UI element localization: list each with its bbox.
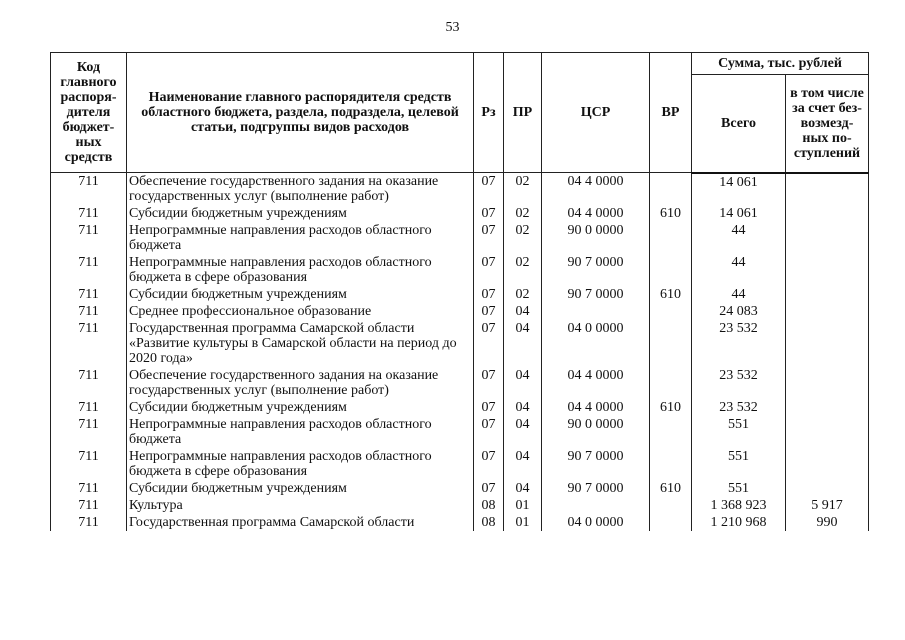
cell-name: Государственная программа Самарской области «Развитие культуры в Самарской области на период до 2020 года» <box>127 320 474 367</box>
cell-name: Субсидии бюджетным учреждениям <box>127 286 474 303</box>
cell-csr <box>542 303 650 320</box>
cell-pr: 04 <box>504 416 542 448</box>
cell-incl <box>786 222 869 254</box>
cell-code: 711 <box>51 173 127 206</box>
cell-vr <box>650 222 692 254</box>
cell-total: 14 061 <box>692 173 786 206</box>
table-header <box>51 53 869 173</box>
cell-pr: 02 <box>504 286 542 303</box>
cell-rz: 08 <box>474 497 504 514</box>
cell-name: Непрограммные направления расходов областного бюджета в сфере образования <box>127 448 474 480</box>
cell-vr <box>650 367 692 399</box>
cell-incl <box>786 303 869 320</box>
cell-csr: 90 7 0000 <box>542 448 650 480</box>
cell-total: 551 <box>692 416 786 448</box>
budget-table <box>50 52 869 531</box>
cell-vr <box>650 514 692 531</box>
table-row <box>51 222 869 254</box>
cell-code: 711 <box>51 514 127 531</box>
cell-vr <box>650 320 692 367</box>
table-row <box>51 514 869 531</box>
table-row <box>51 320 869 367</box>
cell-incl: 5 917 <box>786 497 869 514</box>
table-body <box>51 173 869 532</box>
cell-total: 551 <box>692 448 786 480</box>
cell-rz: 07 <box>474 254 504 286</box>
table-row <box>51 254 869 286</box>
cell-rz: 07 <box>474 286 504 303</box>
cell-pr: 04 <box>504 303 542 320</box>
page-number: 53 <box>445 20 460 35</box>
header-vr: ВР <box>650 53 692 173</box>
cell-vr <box>650 173 692 206</box>
cell-csr: 04 0 0000 <box>542 320 650 367</box>
cell-csr: 04 4 0000 <box>542 173 650 206</box>
cell-vr: 610 <box>650 480 692 497</box>
cell-incl <box>786 173 869 206</box>
cell-total: 23 532 <box>692 320 786 367</box>
cell-csr: 90 7 0000 <box>542 480 650 497</box>
table-row <box>51 286 869 303</box>
cell-pr: 04 <box>504 399 542 416</box>
cell-pr: 02 <box>504 222 542 254</box>
cell-csr: 90 7 0000 <box>542 254 650 286</box>
cell-code: 711 <box>51 399 127 416</box>
cell-rz: 07 <box>474 480 504 497</box>
table-row <box>51 399 869 416</box>
cell-incl <box>786 367 869 399</box>
cell-vr <box>650 448 692 480</box>
cell-incl <box>786 416 869 448</box>
cell-pr: 04 <box>504 367 542 399</box>
cell-code: 711 <box>51 480 127 497</box>
table-row <box>51 480 869 497</box>
cell-code: 711 <box>51 205 127 222</box>
cell-csr: 90 7 0000 <box>542 286 650 303</box>
table-row <box>51 448 869 480</box>
cell-csr: 04 4 0000 <box>542 399 650 416</box>
cell-code: 711 <box>51 367 127 399</box>
cell-rz: 07 <box>474 448 504 480</box>
header-pr: ПР <box>504 53 542 173</box>
header-code: Код главного распоря-дителя бюджет-ных средств <box>51 53 127 173</box>
cell-total: 1 368 923 <box>692 497 786 514</box>
cell-pr: 01 <box>504 497 542 514</box>
cell-name: Непрограммные направления расходов областного бюджета <box>127 222 474 254</box>
cell-csr: 90 0 0000 <box>542 416 650 448</box>
cell-vr: 610 <box>650 399 692 416</box>
cell-total: 44 <box>692 254 786 286</box>
cell-name: Непрограммные направления расходов областного бюджета в сфере образования <box>127 254 474 286</box>
cell-rz: 07 <box>474 399 504 416</box>
cell-total: 44 <box>692 222 786 254</box>
cell-total: 23 532 <box>692 367 786 399</box>
cell-total: 14 061 <box>692 205 786 222</box>
cell-name: Непрограммные направления расходов областного бюджета <box>127 416 474 448</box>
cell-code: 711 <box>51 254 127 286</box>
cell-incl <box>786 320 869 367</box>
cell-incl <box>786 480 869 497</box>
cell-vr: 610 <box>650 286 692 303</box>
cell-rz: 07 <box>474 173 504 206</box>
cell-csr: 04 4 0000 <box>542 205 650 222</box>
cell-code: 711 <box>51 222 127 254</box>
cell-total: 23 532 <box>692 399 786 416</box>
cell-rz: 07 <box>474 205 504 222</box>
cell-pr: 01 <box>504 514 542 531</box>
cell-pr: 04 <box>504 480 542 497</box>
cell-csr: 04 0 0000 <box>542 514 650 531</box>
cell-rz: 07 <box>474 416 504 448</box>
header-incl: в том числе за счет без-возмезд-ных по-ступлений <box>786 75 869 173</box>
cell-name: Обеспечение государственного задания на оказание государственных услуг (выполнение работ) <box>127 367 474 399</box>
table-row <box>51 303 869 320</box>
cell-total: 551 <box>692 480 786 497</box>
cell-code: 711 <box>51 320 127 367</box>
cell-csr: 04 4 0000 <box>542 367 650 399</box>
cell-vr: 610 <box>650 205 692 222</box>
table-row <box>51 173 869 206</box>
header-total: Всего <box>692 75 786 173</box>
cell-name: Культура <box>127 497 474 514</box>
cell-rz: 07 <box>474 222 504 254</box>
cell-name: Государственная программа Самарской области <box>127 514 474 531</box>
cell-total: 1 210 968 <box>692 514 786 531</box>
cell-incl <box>786 205 869 222</box>
cell-incl <box>786 448 869 480</box>
cell-vr <box>650 416 692 448</box>
table-row <box>51 367 869 399</box>
cell-vr <box>650 497 692 514</box>
cell-code: 711 <box>51 303 127 320</box>
header-name: Наименование главного распорядителя средств областного бюджета, раздела, подраздела, целевой статьи, подгруппы видов расходов <box>127 53 474 173</box>
cell-name: Обеспечение государственного задания на оказание государственных услуг (выполнение работ) <box>127 173 474 206</box>
cell-rz: 08 <box>474 514 504 531</box>
cell-name: Среднее профессиональное образование <box>127 303 474 320</box>
table-row <box>51 416 869 448</box>
cell-name: Субсидии бюджетным учреждениям <box>127 480 474 497</box>
cell-incl <box>786 254 869 286</box>
cell-incl <box>786 286 869 303</box>
cell-incl: 990 <box>786 514 869 531</box>
cell-rz: 07 <box>474 303 504 320</box>
cell-pr: 02 <box>504 254 542 286</box>
cell-pr: 02 <box>504 173 542 206</box>
cell-rz: 07 <box>474 367 504 399</box>
cell-pr: 04 <box>504 448 542 480</box>
header-csr: ЦСР <box>542 53 650 173</box>
cell-name: Субсидии бюджетным учреждениям <box>127 399 474 416</box>
cell-total: 24 083 <box>692 303 786 320</box>
cell-code: 711 <box>51 497 127 514</box>
cell-vr <box>650 254 692 286</box>
cell-incl <box>786 399 869 416</box>
cell-csr <box>542 497 650 514</box>
cell-code: 711 <box>51 416 127 448</box>
cell-rz: 07 <box>474 320 504 367</box>
header-sum: Сумма, тыс. рублей <box>692 53 869 75</box>
cell-pr: 02 <box>504 205 542 222</box>
cell-vr <box>650 303 692 320</box>
cell-code: 711 <box>51 286 127 303</box>
table-row <box>51 497 869 514</box>
table-row <box>51 205 869 222</box>
cell-name: Субсидии бюджетным учреждениям <box>127 205 474 222</box>
cell-code: 711 <box>51 448 127 480</box>
cell-pr: 04 <box>504 320 542 367</box>
cell-total: 44 <box>692 286 786 303</box>
cell-csr: 90 0 0000 <box>542 222 650 254</box>
header-rz: Рз <box>474 53 504 173</box>
